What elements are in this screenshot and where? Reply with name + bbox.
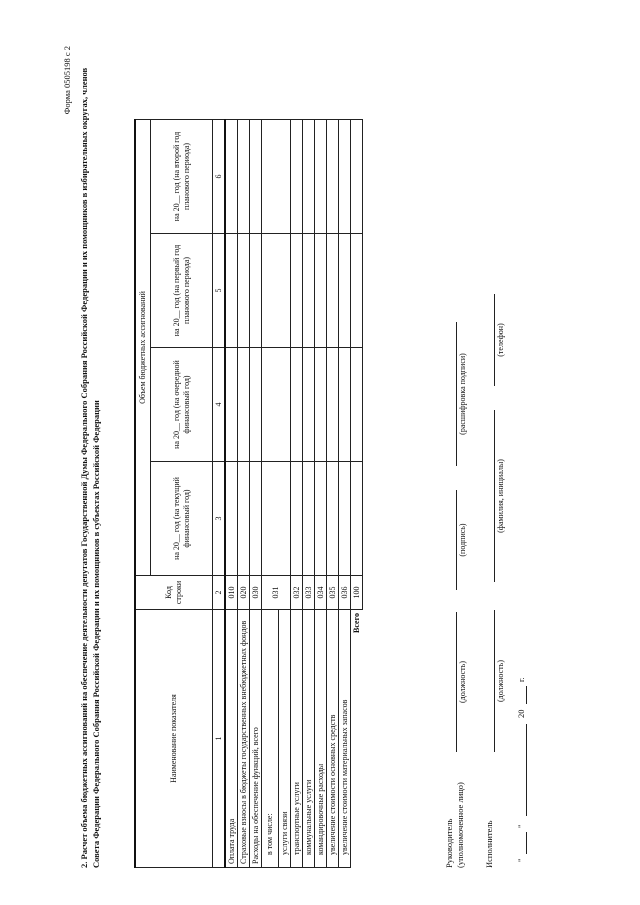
value-cell[interactable] xyxy=(339,119,351,233)
row-code: 033 xyxy=(303,576,315,610)
col-header-3: на 20__ год (на текущий финансовый год) xyxy=(151,462,213,576)
value-cell[interactable] xyxy=(238,234,250,348)
head-label: Руководитель (уполномоченное лицо) xyxy=(444,782,465,868)
row-name: Оплата труда xyxy=(225,610,238,868)
value-cell[interactable] xyxy=(250,119,262,233)
value-cell[interactable] xyxy=(238,462,250,576)
column-number: 2 xyxy=(213,576,226,610)
date-quote-open: " xyxy=(516,858,526,862)
value-cell[interactable] xyxy=(238,348,250,462)
value-cell[interactable] xyxy=(303,119,315,233)
value-cell[interactable] xyxy=(225,119,238,233)
col-header-5: на 20__ год (на первый год планового периода) xyxy=(151,234,213,348)
value-cell[interactable] xyxy=(315,348,327,462)
rotated-form-page xyxy=(56,28,616,868)
row-code: 034 xyxy=(315,576,327,610)
date-suffix: г. xyxy=(516,677,526,682)
total-label: Всего xyxy=(351,613,361,633)
value-cell[interactable] xyxy=(291,119,303,233)
table-row xyxy=(339,119,351,867)
row-code: 010 xyxy=(225,576,238,610)
value-cell[interactable] xyxy=(250,348,262,462)
column-number: 6 xyxy=(213,119,226,233)
table-row xyxy=(291,119,303,867)
row-name: командировочные расходы xyxy=(315,610,327,868)
date-year-prefix: 20 xyxy=(516,709,526,718)
row-name: Страховые взносы в бюджеты государственных внебюджетных фондов xyxy=(238,610,250,868)
col-header-code: Код строки xyxy=(135,576,213,610)
budget-table xyxy=(134,119,363,868)
value-cell[interactable] xyxy=(327,348,339,462)
table-row xyxy=(327,119,339,867)
row-code: 035 xyxy=(327,576,339,610)
row-name: увеличение стоимости основных средств xyxy=(327,610,339,868)
date-month-field[interactable] xyxy=(526,724,527,816)
column-numbers-row xyxy=(213,119,226,867)
row-name: коммунальные услуги xyxy=(303,610,315,868)
value-cell[interactable] xyxy=(262,348,291,462)
date-quote-close: " xyxy=(516,824,526,828)
value-cell[interactable] xyxy=(262,119,291,233)
value-cell[interactable] xyxy=(327,119,339,233)
exec-name-line[interactable]: (фамилия, инициалы) xyxy=(494,410,505,582)
column-number: 1 xyxy=(213,610,226,868)
date-year-field[interactable] xyxy=(526,686,527,704)
col-header-4: на 20__ год (на очередной финансовый год) xyxy=(151,348,213,462)
form-reference: Форма 0505198 с 2 xyxy=(62,46,72,115)
value-cell[interactable] xyxy=(327,462,339,576)
head-decoding-line[interactable]: (расшифровка подписи) xyxy=(456,322,467,466)
row-code: 030 xyxy=(250,576,262,610)
value-cell[interactable] xyxy=(250,234,262,348)
head-signature-line[interactable]: (подпись) xyxy=(456,490,467,590)
row-code: 031 xyxy=(262,576,291,610)
date-day-field[interactable] xyxy=(526,832,527,854)
value-cell[interactable] xyxy=(315,234,327,348)
value-cell[interactable] xyxy=(225,348,238,462)
header-row-1 xyxy=(135,119,151,867)
row-code: 036 xyxy=(339,576,351,610)
exec-position-line[interactable]: (должность) xyxy=(494,610,505,752)
value-cell[interactable] xyxy=(339,348,351,462)
total-row xyxy=(351,119,363,867)
value-cell[interactable] xyxy=(238,119,250,233)
row-name: транспортные услуги xyxy=(291,610,303,868)
value-cell[interactable] xyxy=(291,348,303,462)
value-cell[interactable] xyxy=(315,119,327,233)
value-cell[interactable] xyxy=(303,234,315,348)
table-row xyxy=(225,119,238,867)
total-code: 100 xyxy=(351,576,363,610)
column-number: 3 xyxy=(213,462,226,576)
table-row xyxy=(262,119,279,867)
table-row xyxy=(238,119,250,867)
value-cell[interactable] xyxy=(339,462,351,576)
exec-phone-line[interactable]: (телефон) xyxy=(494,294,505,386)
value-cell[interactable] xyxy=(327,234,339,348)
section-title: 2. Расчет объема бюджетных ассигнований на обеспечение деятельности депутатов Государственной Думы Федерального Собрания Российской Федерации и их помощников в избирательных округах, членов Совета Федерации Федерального Собрания Российской Федерации и их помощников в субъектах Российской Федерации xyxy=(79,67,101,868)
total-cell[interactable] xyxy=(351,462,363,576)
value-cell[interactable] xyxy=(303,462,315,576)
col-header-6: на 20__ год (на второй год планового периода) xyxy=(151,119,213,233)
value-cell[interactable] xyxy=(250,462,262,576)
value-cell[interactable] xyxy=(262,234,291,348)
row-name: в том числе: xyxy=(262,610,279,868)
table-row xyxy=(250,119,262,867)
value-cell[interactable] xyxy=(225,234,238,348)
row-name: услуги связи xyxy=(279,610,291,868)
head-position-line[interactable]: (должность) xyxy=(456,612,467,752)
group-header: Объем бюджетных ассигнований xyxy=(135,119,151,575)
row-code: 020 xyxy=(238,576,250,610)
col-header-name: Наименование показателя xyxy=(135,610,213,868)
total-cell[interactable] xyxy=(351,119,363,233)
column-number: 5 xyxy=(213,234,226,348)
row-name: увеличение стоимости материальных запасов xyxy=(339,610,351,868)
value-cell[interactable] xyxy=(303,348,315,462)
table-row xyxy=(315,119,327,867)
value-cell[interactable] xyxy=(225,462,238,576)
value-cell[interactable] xyxy=(315,462,327,576)
row-name: Расходы на обеспечение функций, всего xyxy=(250,610,262,868)
total-cell[interactable] xyxy=(351,234,363,348)
value-cell[interactable] xyxy=(262,462,291,576)
value-cell[interactable] xyxy=(339,234,351,348)
row-code: 032 xyxy=(291,576,303,610)
value-cell[interactable] xyxy=(291,234,303,348)
value-cell[interactable] xyxy=(291,462,303,576)
column-number: 4 xyxy=(213,348,226,462)
total-cell[interactable] xyxy=(351,348,363,462)
table-row xyxy=(303,119,315,867)
exec-label: Исполнитель xyxy=(484,820,494,868)
